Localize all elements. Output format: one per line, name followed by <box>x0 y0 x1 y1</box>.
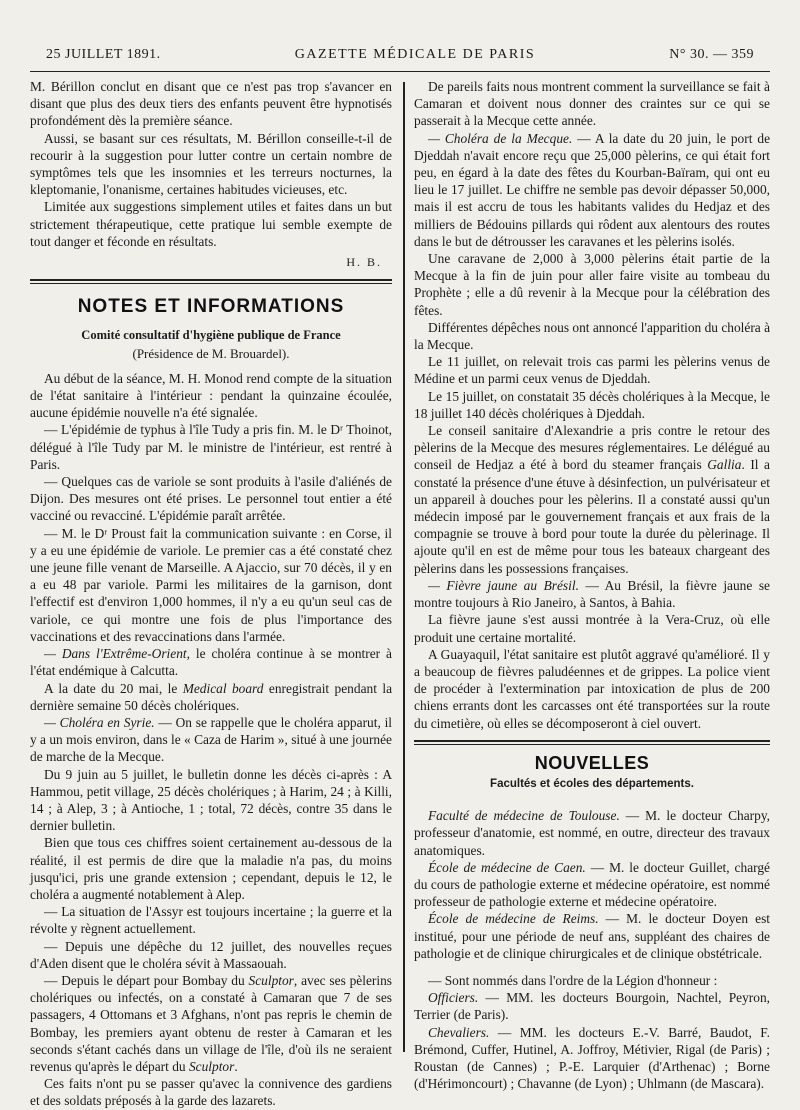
paragraph: A Guayaquil, l'état sanitaire est plutôt aggravé qu'amélioré. Il y a beaucoup de fièvres paludéennes et de grippes. La police vient de procéder à l'extermination par intoxication de plus de 200 chiens errants dont les carcasses ont été transportées sur la route du cimetière, où elles se décomposeront à ciel ouvert. <box>414 646 770 731</box>
paragraph <box>414 859 770 911</box>
emphasis: Sculptor <box>248 972 294 988</box>
paragraph <box>414 1024 770 1093</box>
header-date: 25 JUILLET 1891. <box>46 47 161 62</box>
rubric: Chevaliers. <box>428 1024 490 1040</box>
paragraph-text: — M. le docteur Charpy, professeur d'anatomie, est nommé, en outre, directeur des travaux anatomiques. <box>414 808 770 858</box>
paragraph <box>414 807 770 859</box>
paragraph-text: , avec ses pèlerins cholériques ou infectés, on a constaté à Camaran que 7 de ses passagers, 4 Ottomans et 3 Afghans, n'ont pas repris le chemin de Bombay, les premiers ayant obtenu de rester à Camaran et les seconds s'étant cachés dans un village de l'île, d'où ils ne seraient revenus qu'après le départ du <box>30 972 392 1074</box>
paragraph-text: — M. le docteur Guillet, chargé du cours de pathologie externe et médecine opératoire, est nommé professeur de pathologie externe et médecine opératoire. <box>414 859 770 910</box>
paragraph-text: — On se rappelle que le choléra apparut, il y a un mois environ, dans le « Caza de Harim », situé à une journée de marche de la Mecque. <box>30 714 393 765</box>
signature: H. B. <box>346 255 382 270</box>
rubric: École de médecine de Reims. <box>428 911 599 927</box>
paragraph: La fièvre jaune s'est aussi montrée à la Vera-Cruz, où elle produit une certaine mortalité. <box>414 612 770 645</box>
paragraph <box>414 910 770 962</box>
paragraph: Le 15 juillet, on constatait 35 décès cholériques à la Mecque, le 18 juillet 140 décès cholériques à Djeddah. <box>414 388 770 421</box>
spacer <box>414 962 770 972</box>
paragraph-text: — Au Brésil, la fièvre jaune se montre toujours à Rio Janeiro, à Santos, à Bahia. <box>414 577 771 611</box>
paragraph: Bien que tous ces chiffres soient certainement au-dessous de la réalité, il est permis de dire que la maladie n'a pas, du moins jusqu'ici, pris une grande extension ; cependant, depuis le 12, le choléra a augmenté notablement à Alep. <box>30 835 392 902</box>
nouvelles-subtitle: Facultés et écoles des départements. <box>490 777 694 790</box>
paragraph: Une caravane de 2,000 à 3,000 pèlerins était partie de la Mecque à la fin de juin pour aller faire visite au tombeau du Prophète ; elle a dû revenir à la Mecque pour la célébration des fêtes. <box>414 251 770 318</box>
paragraph <box>414 577 770 611</box>
paragraph <box>30 680 392 714</box>
rubric: — Choléra en Syrie. <box>44 714 155 730</box>
header-rule <box>30 71 770 72</box>
paragraph-text: — MM. les docteurs Bourgoin, Nachtel, Peyron, Terrier (de Paris). <box>414 990 770 1023</box>
paragraph <box>414 989 770 1023</box>
paragraph: — Depuis une dépêche du 12 juillet, des nouvelles reçues d'Aden disent que le choléra sévit à Massaouah. <box>30 938 392 971</box>
paragraph: De pareils faits nous montrent comment la surveillance se fait à Camaran et doivent nous donner des craintes sur ce qui se passerait à la Mecque cette année. <box>414 79 770 129</box>
paragraph: Aussi, se basant sur ces résultats, M. Bérillon conseille-t-il de recourir à la suggestion pour lutter contre un certain nombre de symptômes tels que les insomnies et les terreurs nocturnes, la kleptomanie, l'onanisme, certaines habitudes vicieuses, etc. <box>30 130 392 198</box>
emphasis: Sculptor <box>188 1058 235 1074</box>
paragraph <box>414 422 770 577</box>
paragraph: — M. le Dʳ Proust fait la communication suivante : en Corse, il y a eu une épidémie de variole. Le premier cas a été constaté chez une jeune fille venant de Marseille. A Ajaccio, sur 70 décès, il y en a eu 48 par variole. Parmi les militaires de la garnison, dont l'effectif est d'environ 1,000 hommes, il n'y a eu qu'un seul cas de variole, ce qui montre une fois de plus l'importance des vaccinations et des revaccinations dans l'armée. <box>30 525 392 644</box>
nouvelles-title: NOUVELLES <box>534 752 650 773</box>
right-column <box>414 78 770 1092</box>
section-title: NOTES ET INFORMATIONS <box>77 296 345 318</box>
header-page-number: N° 30. — 359 <box>669 47 754 62</box>
left-column <box>30 78 392 1110</box>
paragraph <box>30 645 392 679</box>
paragraph-text: A la date du 20 mai, le <box>44 680 183 696</box>
section-divider <box>414 740 770 745</box>
presidency-line: (Présidence de M. Brouardel). <box>132 345 290 361</box>
paragraph: Ces faits n'ont pu se passer qu'avec la connivence des gardiens et des soldats préposés à la garde des lazarets. <box>30 1076 392 1109</box>
paragraph-text: le choléra continue à se montrer à l'état endémique à Calcutta. <box>30 646 392 679</box>
paragraph: Différentes dépêches nous ont annoncé l'apparition du choléra à la Mecque. <box>414 319 771 353</box>
paragraph <box>414 130 770 250</box>
rubric: Faculté de médecine de Toulouse. <box>428 808 620 824</box>
paragraph: — La situation de l'Assyr est toujours incertaine ; la guerre et la révolte y règnent actuellement. <box>30 904 392 937</box>
header-title: GAZETTE MÉDICALE DE PARIS <box>294 47 536 62</box>
rubric: — Dans l'Extrême-Orient, <box>44 646 190 662</box>
emphasis: Medical board <box>182 680 264 696</box>
paragraph: — Quelques cas de variole se sont produits à l'asile d'aliénés de Dijon. Des mesures ont été prises. Le personnel tout entier a été vacciné ou revacciné. L'épidémie paraît arrêtée. <box>30 474 392 524</box>
rubric: — Fièvre jaune au Brésil. <box>428 577 579 593</box>
page-header <box>46 44 754 66</box>
section-divider <box>30 279 392 284</box>
paragraph <box>30 972 392 1075</box>
committee-heading: Comité consultatif d'hygiène publique de France <box>81 328 341 343</box>
rubric: — Choléra de la Mecque. <box>428 130 573 146</box>
paragraph: Du 9 juin au 5 juillet, le bulletin donne les décès ci-après : A Hammou, petit village, 25 décès cholériques ; à Harim, 24 ; à Killi, 14 ; à Alep, 3 ; à Antioche, 1 ; total, 72 décès, contre 35 dans le dernier bulletin. <box>30 766 392 834</box>
rubric: Officiers. <box>428 990 479 1006</box>
paragraph-text: enregistrait pendant la dernière semaine 50 décès cholériques. <box>30 680 393 713</box>
paragraph: — Sont nommés dans l'ordre de la Légion d'honneur : <box>428 972 718 988</box>
paragraph: Le 11 juillet, on relevait trois cas parmi les pèlerins venus de Médine et un parmi ceux venus de Djeddah. <box>414 354 770 387</box>
paragraph: Au début de la séance, M. H. Monod rend compte de la situation de l'état sanitaire à l'intérieur : pendant la quinzaine écoulée, aucune épidémie nouvelle n'a été signalée. <box>30 370 392 421</box>
paragraph-text: — M. le docteur Doyen est institué, pour une période de neuf ans, suppléant des chaires de pathologie et de clinique chirurgicales et de clinique obstétricale. <box>414 911 771 961</box>
paragraph: — L'épidémie de typhus à l'île Tudy a pris fin. M. le Dʳ Thoinot, délégué à l'île Tudy par M. le ministre de l'intérieur, est rentré à Paris. <box>30 422 392 472</box>
paragraph-text: . <box>234 1058 238 1074</box>
paragraph-text: Le conseil sanitaire d'Alexandrie a pris contre le retour des pèlerins de la Mecque des mesures réglementaires. Le délégué au conseil de Hedjaz a été à bord du steamer français <box>414 423 770 473</box>
paragraph-text: . Il a constaté la présence d'une étuve à désinfection, un pulvérisateur et un appareil à douches pour les pèlerins. Il a constaté aussi qu'un médecin imposé par le gouvernement français et aux frais de la compagnie se trouve à bord pour toute la durée du pèlerinage. Il ajoute qu'il en est de même pour tous les bateaux chargeant des pèlerins dans les possessions françaises. <box>414 457 770 576</box>
paragraph: Limitée aux suggestions simplement utiles et faites dans un but strictement thérapeutique, cette pratique lui semble exempte de tout danger et féconde en résultats. <box>30 199 392 249</box>
rubric: École de médecine de Caen. <box>428 859 586 875</box>
paragraph-text: — MM. les docteurs E.-V. Barré, Baudot, F. Brémond, Cuffer, Hutinel, A. Joffroy, Métivier, Rigal (de Paris) ; Roustan (de Cannes) ; P.-E. Larquier (d'Arthenac) ; Borne (d'Hérimoncourt) ; Chavanne (de Lyon) ; Uhlmann (de Mascara). <box>414 1024 770 1092</box>
paragraph <box>30 714 392 766</box>
column-separator <box>403 82 405 1052</box>
paragraph: M. Bérillon conclut en disant que ce n'est pas trop s'avancer en disant que plus des deux tiers des enfants peuvent être hypnotisés profondément dès la première séance. <box>30 79 392 129</box>
paragraph-text: — Depuis le départ pour Bombay du <box>44 972 249 988</box>
paragraph-text: — A la date du 20 juin, le port de Djeddah n'avait encore reçu que 25,000 pèlerins, ce qui était fort peu, en égard à la date des fêtes du Kourban-Baïram, qui ont eu lieu le 17 juillet. Le chiffre ne semble pas devoir dépasser 50,000, mais il est accru de tous les habitants valides du Hedjaz et des milliers de Bédouins pillards qui rôdent aux alentours des routes dans le but de détrousser les caravanes et les pèlerins isolés. <box>414 130 771 249</box>
emphasis: Gallia <box>707 457 742 473</box>
